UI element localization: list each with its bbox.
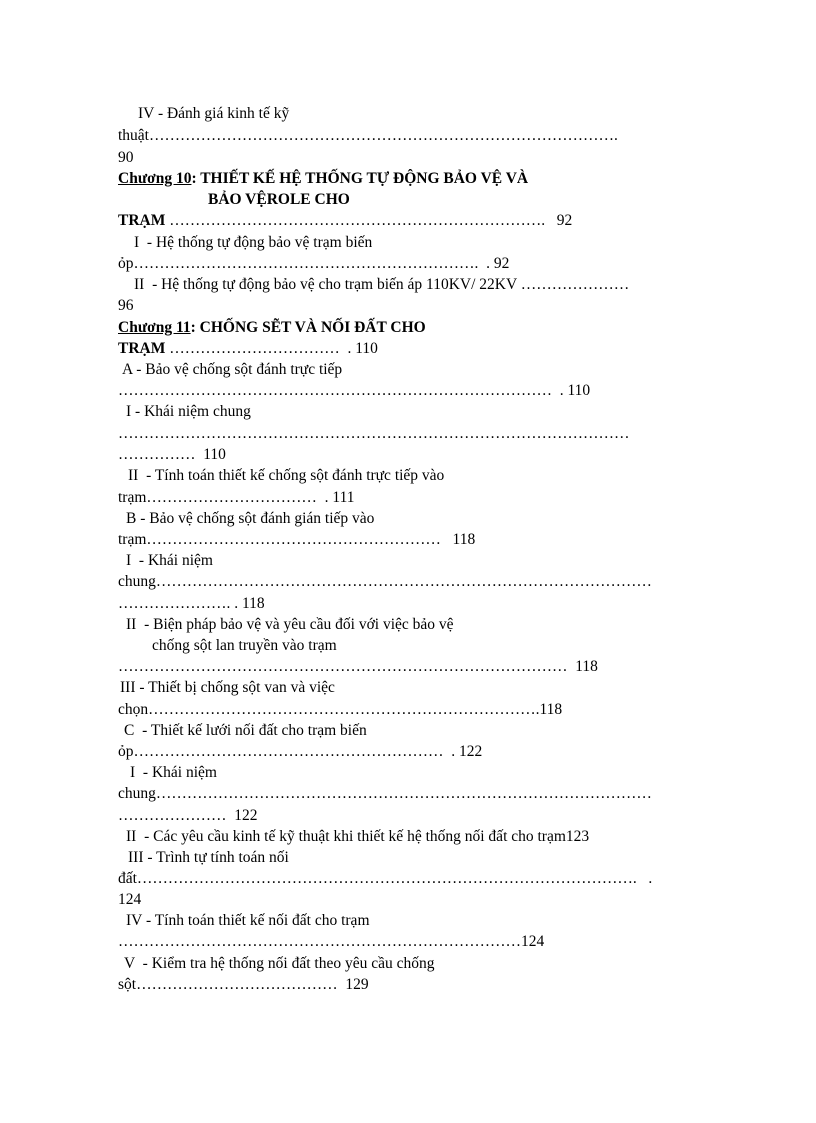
toc-ch10-ii-title: II - Hệ thống tự động bảo vệ cho trạm biến áp 110KV/ 22KV ………………… bbox=[134, 276, 630, 293]
toc-part-b-dots: trạm………………………………………………… 118 bbox=[118, 531, 476, 548]
toc-b1-title: I - Khái niệm bbox=[126, 552, 213, 569]
toc-c3-title: III - Trình tự tính toán nối bbox=[128, 849, 289, 866]
toc-a1-dots-line1: ……………………………………………………………………………………… bbox=[118, 425, 630, 442]
chapter-10-title-line1: THIẾT KẾ HỆ THỐNG TỰ ĐỘNG BẢO VỆ VÀ bbox=[196, 170, 529, 187]
toc-ch10-ii-page: 96 bbox=[118, 297, 134, 314]
chapter-11-title-line1: CHỐNG SẼT VÀ NỐI ĐẤT CHO bbox=[195, 319, 426, 336]
chapter-10-label: Chương 10 bbox=[118, 170, 192, 187]
toc-a2-dots: trạm…………………………… . 111 bbox=[118, 489, 355, 506]
toc-c5-title: V - Kiểm tra hệ thống nối đất theo yêu cầu chống bbox=[124, 955, 435, 972]
toc-section-iv-title: IV - Đánh giá kinh tế kỹ bbox=[138, 105, 290, 122]
toc-chapter-11-heading bbox=[118, 318, 426, 338]
toc-c1-dots-line1: chung…………………………………………………………………………………… bbox=[118, 785, 652, 802]
toc-part-a-title: A - Bảo vệ chống sột đánh trực tiếp bbox=[122, 361, 343, 378]
toc-a1-dots-line2: …………… 110 bbox=[118, 446, 226, 463]
toc-part-b-title: B - Bảo vệ chống sột đánh gián tiếp vào bbox=[126, 510, 375, 527]
chapter-11-label: Chương 11 bbox=[118, 319, 191, 336]
toc-ch10-i-dots: ỏp…………………………………………………………. . 92 bbox=[118, 255, 510, 272]
toc-section-iv-page: 90 bbox=[118, 149, 134, 166]
toc-b2-dots: …………………………………………………………………………… 118 bbox=[118, 658, 598, 675]
chapter-10-sep: : bbox=[191, 170, 197, 187]
toc-part-c-dots: ỏp…………………………………………………… . 122 bbox=[118, 743, 483, 760]
toc-chapter-11-dots-line bbox=[118, 339, 378, 359]
chapter-11-title-line2: TRẠM bbox=[118, 340, 166, 357]
toc-section-iv-dots: thuật………………………………………………………………………………. bbox=[118, 127, 618, 144]
toc-a1-title: I - Khái niệm chung bbox=[126, 403, 251, 420]
toc-part-c-title: C - Thiết kế lưới nối đất cho trạm biến bbox=[124, 722, 367, 739]
toc-chapter-10-heading bbox=[118, 169, 528, 189]
toc-b3-dots: chọn………………………………………………………………….118 bbox=[118, 701, 563, 718]
toc-chapter-10-dots-line bbox=[118, 211, 572, 231]
toc-b3-title: III - Thiết bị chống sột van và việc bbox=[120, 679, 335, 696]
chapter-11-sep: : bbox=[190, 319, 196, 336]
toc-c3-page: 124 bbox=[118, 891, 142, 908]
toc-c3-dots: đất……………………………………………………………………………………. . bbox=[118, 870, 653, 887]
chapter-10-title-line2: BẢO VỆROLE CHO bbox=[208, 191, 350, 208]
toc-part-a-dots: ………………………………………………………………………… . 110 bbox=[118, 382, 591, 399]
toc-b2-title-line2: chống sột lan truyền vào trạm bbox=[152, 637, 337, 654]
toc-b1-dots-line1: chung…………………………………………………………………………………… bbox=[118, 573, 652, 590]
chapter-10-dots: ………………………………………………………………. 92 bbox=[165, 212, 573, 229]
toc-c2-title: II - Các yêu cầu kinh tế kỹ thuật khi thiết kế hệ thống nối đất cho trạm123 bbox=[126, 828, 590, 845]
chapter-11-dots: …………………………… . 110 bbox=[165, 340, 378, 357]
toc-c1-title: I - Khái niệm bbox=[130, 764, 217, 781]
toc-c1-dots-line2: ………………… 122 bbox=[118, 807, 258, 824]
toc-c5-dots: sột………………………………… 129 bbox=[118, 976, 369, 993]
toc-c4-title: IV - Tính toán thiết kế nối đất cho trạm bbox=[126, 912, 370, 929]
toc-a2-title: II - Tính toán thiết kế chống sột đánh trực tiếp vào bbox=[128, 467, 445, 484]
toc-b2-title-line1: II - Biện pháp bảo vệ và yêu cầu đối với việc bảo vệ bbox=[126, 616, 454, 633]
toc-c4-dots: ……………………………………………………………………124 bbox=[118, 933, 545, 950]
chapter-10-title-line3: TRẠM bbox=[118, 212, 166, 229]
toc-ch10-i-title: I - Hệ thống tự động bảo vệ trạm biến bbox=[134, 234, 373, 251]
toc-b1-dots-line2: …………………. . 118 bbox=[118, 595, 265, 612]
